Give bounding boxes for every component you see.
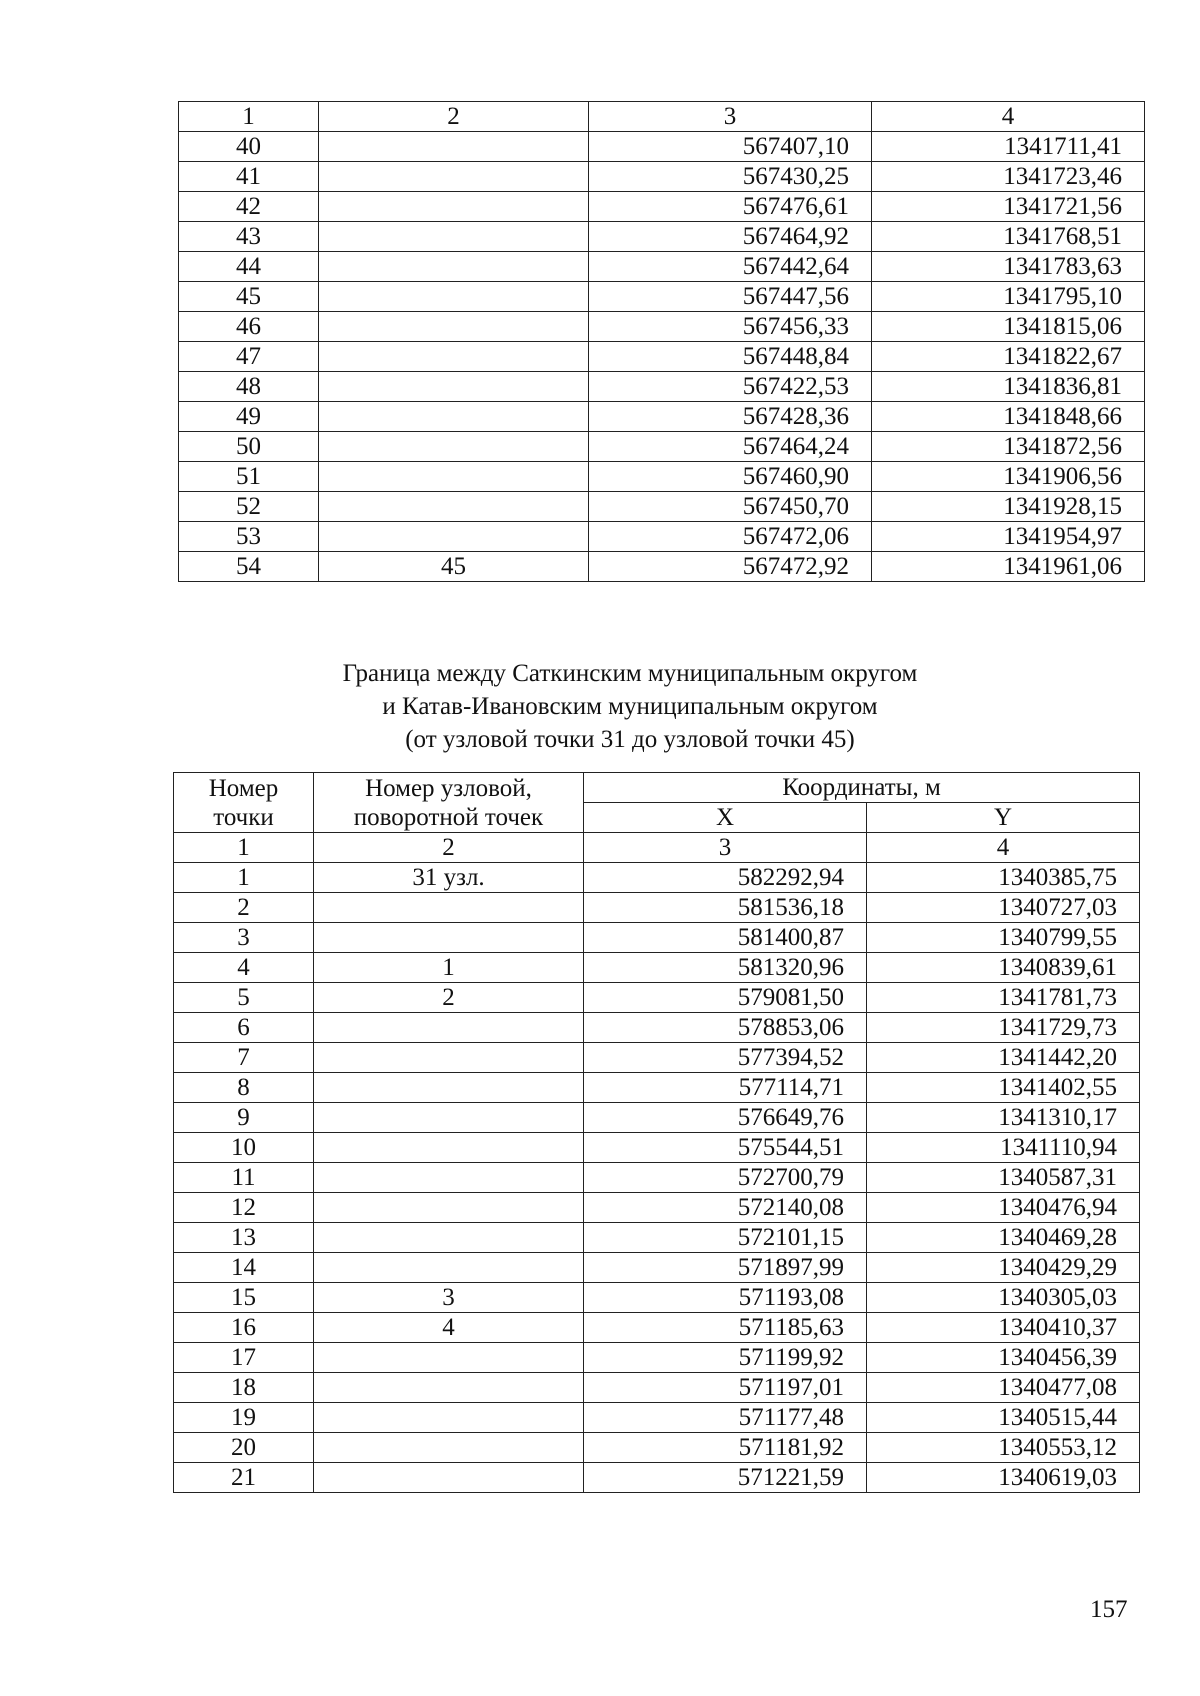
y-coordinate-cell: 1341783,63 xyxy=(872,252,1145,282)
node-number-cell xyxy=(319,372,589,402)
table-row xyxy=(179,552,1145,582)
point-number-cell: 46 xyxy=(179,312,319,342)
point-number-cell: 50 xyxy=(179,432,319,462)
table-row xyxy=(179,462,1145,492)
node-number-cell xyxy=(314,1463,584,1493)
node-number-cell xyxy=(319,222,589,252)
node-number-cell: 31 узл. xyxy=(314,863,584,893)
point-number-cell: 18 xyxy=(174,1373,314,1403)
point-number-cell: 3 xyxy=(174,923,314,953)
y-coordinate-cell: 1340553,12 xyxy=(867,1433,1140,1463)
x-coordinate-cell: 572101,15 xyxy=(584,1223,867,1253)
table-row xyxy=(174,1313,1140,1343)
table-row xyxy=(174,923,1140,953)
point-number-cell: 53 xyxy=(179,522,319,552)
x-coordinate-cell: 571181,92 xyxy=(584,1433,867,1463)
table-row xyxy=(174,1193,1140,1223)
x-coordinate-cell: 567430,25 xyxy=(589,162,872,192)
node-number-cell xyxy=(314,1073,584,1103)
y-coordinate-cell: 1340727,03 xyxy=(867,893,1140,923)
table-row xyxy=(174,1253,1140,1283)
y-coordinate-cell: 1341110,94 xyxy=(867,1133,1140,1163)
point-number-cell: 21 xyxy=(174,1463,314,1493)
node-number-cell xyxy=(314,1253,584,1283)
table-row xyxy=(174,863,1140,893)
node-number-cell xyxy=(314,1043,584,1073)
point-number-cell: 11 xyxy=(174,1163,314,1193)
y-coordinate-cell: 1341442,20 xyxy=(867,1043,1140,1073)
table-row xyxy=(179,372,1145,402)
column-number-cell: 3 xyxy=(589,102,872,132)
table-row xyxy=(179,222,1145,252)
node-number-cell xyxy=(319,402,589,432)
y-coordinate-cell: 1341961,06 xyxy=(872,552,1145,582)
node-number-cell: 2 xyxy=(314,983,584,1013)
point-number-cell: 51 xyxy=(179,462,319,492)
y-coordinate-cell: 1341768,51 xyxy=(872,222,1145,252)
table-row xyxy=(174,983,1140,1013)
node-number-cell xyxy=(319,492,589,522)
point-number-header: Номер точки xyxy=(174,773,314,833)
x-coordinate-cell: 567422,53 xyxy=(589,372,872,402)
x-coordinate-cell: 571199,92 xyxy=(584,1343,867,1373)
x-coordinate-cell: 567442,64 xyxy=(589,252,872,282)
node-number-cell xyxy=(319,282,589,312)
page-number: 157 xyxy=(1090,1596,1128,1623)
x-coordinate-cell: 567456,33 xyxy=(589,312,872,342)
boundary-coordinates-table xyxy=(173,772,1140,1493)
point-number-cell: 47 xyxy=(179,342,319,372)
point-number-cell: 15 xyxy=(174,1283,314,1313)
point-number-cell: 17 xyxy=(174,1343,314,1373)
x-coordinate-cell: 578853,06 xyxy=(584,1013,867,1043)
table-row xyxy=(174,1343,1140,1373)
column-numbering-row xyxy=(179,102,1145,132)
y-coordinate-cell: 1341872,56 xyxy=(872,432,1145,462)
column-number-cell: 4 xyxy=(867,833,1140,863)
node-number-cell xyxy=(319,342,589,372)
x-coordinate-cell: 571897,99 xyxy=(584,1253,867,1283)
section-heading xyxy=(0,657,1200,756)
heading-line: и Катав-Ивановским муниципальным округом xyxy=(382,693,878,720)
point-number-cell: 52 xyxy=(179,492,319,522)
table-row xyxy=(179,402,1145,432)
node-number-cell xyxy=(314,1133,584,1163)
x-coordinate-cell: 567476,61 xyxy=(589,192,872,222)
x-coordinate-cell: 567460,90 xyxy=(589,462,872,492)
y-coordinate-cell: 1340799,55 xyxy=(867,923,1140,953)
node-number-cell xyxy=(314,923,584,953)
x-coordinate-cell: 572140,08 xyxy=(584,1193,867,1223)
x-coordinate-cell: 567464,92 xyxy=(589,222,872,252)
node-number-cell xyxy=(314,1163,584,1193)
y-coordinate-cell: 1340587,31 xyxy=(867,1163,1140,1193)
x-coordinate-cell: 567472,92 xyxy=(589,552,872,582)
point-number-cell: 8 xyxy=(174,1073,314,1103)
table-row xyxy=(174,1013,1140,1043)
point-number-cell: 10 xyxy=(174,1133,314,1163)
y-coordinate-cell: 1341836,81 xyxy=(872,372,1145,402)
node-number-header: Номер узловой, поворотной точек xyxy=(314,773,584,833)
table-row xyxy=(179,282,1145,312)
y-coordinate-cell: 1341795,10 xyxy=(872,282,1145,312)
coordinates-table-continued-body xyxy=(179,102,1145,582)
y-coordinate-cell: 1341402,55 xyxy=(867,1073,1140,1103)
node-number-cell xyxy=(314,1013,584,1043)
point-number-cell: 4 xyxy=(174,953,314,983)
table-row xyxy=(179,342,1145,372)
column-numbering-row xyxy=(174,833,1140,863)
column-number-cell: 1 xyxy=(179,102,319,132)
node-number-cell xyxy=(319,432,589,462)
node-number-cell xyxy=(314,1103,584,1133)
point-number-cell: 41 xyxy=(179,162,319,192)
x-coordinate-cell: 582292,94 xyxy=(584,863,867,893)
coordinates-header: Координаты, м xyxy=(584,773,1140,803)
node-number-cell xyxy=(314,1223,584,1253)
y-coordinate-cell: 1340410,37 xyxy=(867,1313,1140,1343)
table-row xyxy=(174,1223,1140,1253)
point-number-cell: 1 xyxy=(174,863,314,893)
y-coordinate-cell: 1340469,28 xyxy=(867,1223,1140,1253)
point-number-cell: 16 xyxy=(174,1313,314,1343)
y-coordinate-cell: 1340476,94 xyxy=(867,1193,1140,1223)
table-row xyxy=(174,1463,1140,1493)
node-number-cell xyxy=(319,312,589,342)
y-coordinate-cell: 1341822,67 xyxy=(872,342,1145,372)
y-coordinate-cell: 1340305,03 xyxy=(867,1283,1140,1313)
y-coordinate-cell: 1341711,41 xyxy=(872,132,1145,162)
node-number-cell xyxy=(319,252,589,282)
point-number-cell: 14 xyxy=(174,1253,314,1283)
y-coordinate-cell: 1340456,39 xyxy=(867,1343,1140,1373)
point-number-cell: 42 xyxy=(179,192,319,222)
column-number-cell: 2 xyxy=(319,102,589,132)
x-coordinate-cell: 571177,48 xyxy=(584,1403,867,1433)
y-coordinate-cell: 1341781,73 xyxy=(867,983,1140,1013)
column-number-cell: 1 xyxy=(174,833,314,863)
column-number-cell: 2 xyxy=(314,833,584,863)
table-row xyxy=(174,953,1140,983)
x-coordinate-cell: 576649,76 xyxy=(584,1103,867,1133)
x-header: X xyxy=(584,803,867,833)
point-number-cell: 12 xyxy=(174,1193,314,1223)
coordinates-table-continued xyxy=(178,101,1145,582)
header-row xyxy=(174,773,1140,803)
y-coordinate-cell: 1340385,75 xyxy=(867,863,1140,893)
x-coordinate-cell: 581536,18 xyxy=(584,893,867,923)
table-row xyxy=(179,162,1145,192)
x-coordinate-cell: 567450,70 xyxy=(589,492,872,522)
x-coordinate-cell: 571193,08 xyxy=(584,1283,867,1313)
x-coordinate-cell: 577394,52 xyxy=(584,1043,867,1073)
y-coordinate-cell: 1341954,97 xyxy=(872,522,1145,552)
table-row xyxy=(174,1283,1140,1313)
point-number-cell: 49 xyxy=(179,402,319,432)
node-number-cell xyxy=(319,522,589,552)
node-number-cell xyxy=(319,462,589,492)
table-row xyxy=(174,1433,1140,1463)
table-row xyxy=(179,312,1145,342)
y-coordinate-cell: 1341729,73 xyxy=(867,1013,1140,1043)
node-number-cell xyxy=(314,1373,584,1403)
point-number-cell: 7 xyxy=(174,1043,314,1073)
point-number-cell: 48 xyxy=(179,372,319,402)
x-coordinate-cell: 579081,50 xyxy=(584,983,867,1013)
x-coordinate-cell: 581320,96 xyxy=(584,953,867,983)
y-coordinate-cell: 1341721,56 xyxy=(872,192,1145,222)
table-row xyxy=(179,252,1145,282)
x-coordinate-cell: 567428,36 xyxy=(589,402,872,432)
column-number-cell: 3 xyxy=(584,833,867,863)
node-number-cell xyxy=(314,1193,584,1223)
table-row xyxy=(179,522,1145,552)
x-coordinate-cell: 567407,10 xyxy=(589,132,872,162)
table-row xyxy=(174,1133,1140,1163)
point-number-cell: 44 xyxy=(179,252,319,282)
node-number-cell: 3 xyxy=(314,1283,584,1313)
x-coordinate-cell: 575544,51 xyxy=(584,1133,867,1163)
y-header: Y xyxy=(867,803,1140,833)
table-row xyxy=(174,1103,1140,1133)
x-coordinate-cell: 567447,56 xyxy=(589,282,872,312)
node-number-cell xyxy=(319,132,589,162)
table-row xyxy=(179,432,1145,462)
y-coordinate-cell: 1340839,61 xyxy=(867,953,1140,983)
table-row xyxy=(179,192,1145,222)
point-number-cell: 2 xyxy=(174,893,314,923)
point-number-cell: 43 xyxy=(179,222,319,252)
y-coordinate-cell: 1341906,56 xyxy=(872,462,1145,492)
x-coordinate-cell: 567472,06 xyxy=(589,522,872,552)
x-coordinate-cell: 571185,63 xyxy=(584,1313,867,1343)
node-number-cell xyxy=(314,1343,584,1373)
y-coordinate-cell: 1341723,46 xyxy=(872,162,1145,192)
x-coordinate-cell: 567448,84 xyxy=(589,342,872,372)
x-coordinate-cell: 571221,59 xyxy=(584,1463,867,1493)
point-number-cell: 9 xyxy=(174,1103,314,1133)
table-row xyxy=(174,1043,1140,1073)
y-coordinate-cell: 1341815,06 xyxy=(872,312,1145,342)
y-coordinate-cell: 1341928,15 xyxy=(872,492,1145,522)
node-number-cell xyxy=(319,192,589,222)
table-row xyxy=(174,1373,1140,1403)
node-number-cell: 1 xyxy=(314,953,584,983)
heading-line: Граница между Саткинским муниципальным округом xyxy=(342,660,918,687)
table-row xyxy=(174,1403,1140,1433)
table-row xyxy=(174,893,1140,923)
y-coordinate-cell: 1341848,66 xyxy=(872,402,1145,432)
x-coordinate-cell: 567464,24 xyxy=(589,432,872,462)
y-coordinate-cell: 1340515,44 xyxy=(867,1403,1140,1433)
node-number-cell xyxy=(319,162,589,192)
point-number-cell: 54 xyxy=(179,552,319,582)
node-number-cell: 4 xyxy=(314,1313,584,1343)
boundary-coordinates-table-body xyxy=(174,773,1140,1493)
point-number-cell: 5 xyxy=(174,983,314,1013)
point-number-cell: 45 xyxy=(179,282,319,312)
table-row xyxy=(174,1163,1140,1193)
x-coordinate-cell: 571197,01 xyxy=(584,1373,867,1403)
x-coordinate-cell: 577114,71 xyxy=(584,1073,867,1103)
node-number-cell xyxy=(314,893,584,923)
y-coordinate-cell: 1340429,29 xyxy=(867,1253,1140,1283)
table-row xyxy=(174,1073,1140,1103)
y-coordinate-cell: 1341310,17 xyxy=(867,1103,1140,1133)
x-coordinate-cell: 572700,79 xyxy=(584,1163,867,1193)
node-number-cell: 45 xyxy=(319,552,589,582)
y-coordinate-cell: 1340477,08 xyxy=(867,1373,1140,1403)
point-number-cell: 13 xyxy=(174,1223,314,1253)
point-number-cell: 19 xyxy=(174,1403,314,1433)
column-number-cell: 4 xyxy=(872,102,1145,132)
table-row xyxy=(179,492,1145,522)
x-coordinate-cell: 581400,87 xyxy=(584,923,867,953)
y-coordinate-cell: 1340619,03 xyxy=(867,1463,1140,1493)
point-number-cell: 40 xyxy=(179,132,319,162)
node-number-cell xyxy=(314,1403,584,1433)
point-number-cell: 20 xyxy=(174,1433,314,1463)
heading-line: (от узловой точки 31 до узловой точки 45) xyxy=(405,726,855,753)
point-number-cell: 6 xyxy=(174,1013,314,1043)
node-number-cell xyxy=(314,1433,584,1463)
table-row xyxy=(179,132,1145,162)
